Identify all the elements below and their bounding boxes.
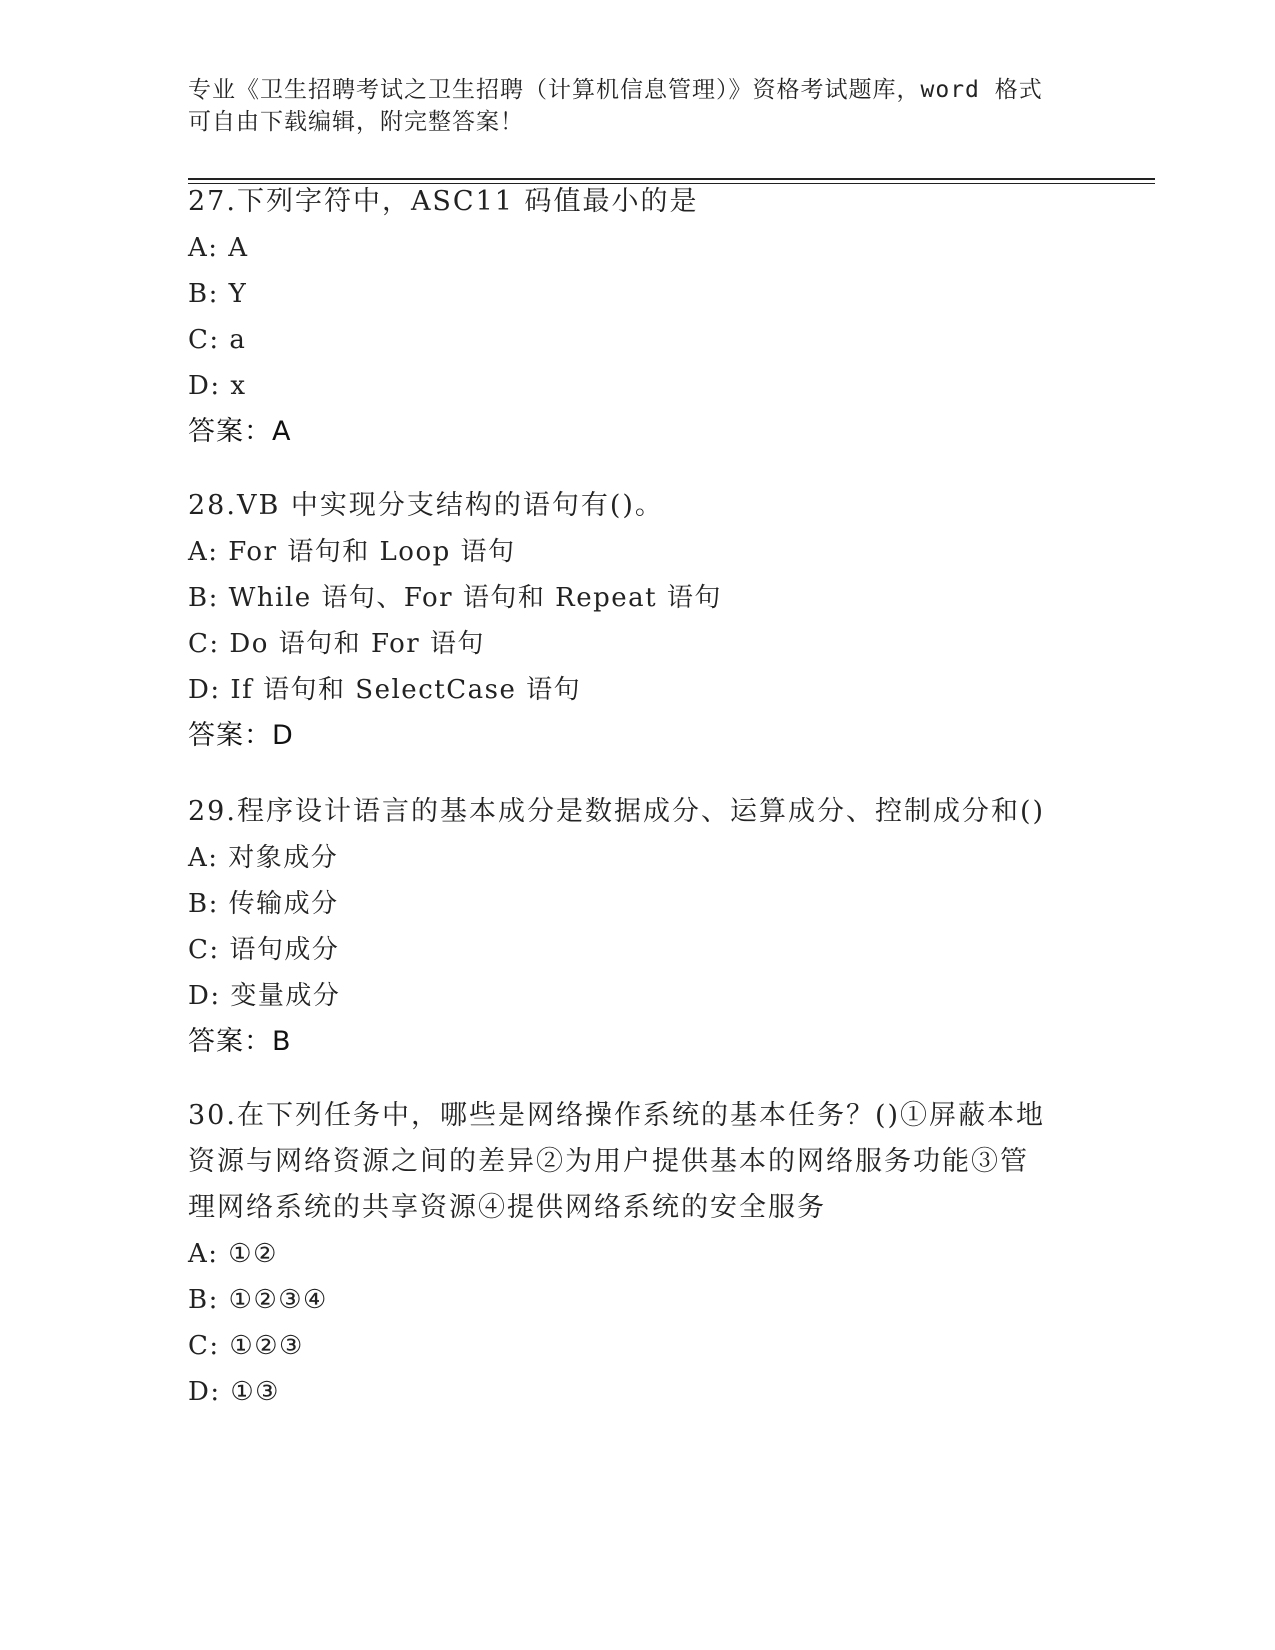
document-header — [188, 74, 1088, 138]
option-d: D: If 语句和 SelectCase 语句 — [188, 675, 582, 705]
answer-label: 答案：D — [188, 720, 294, 751]
question-stem: 30.在下列任务中，哪些是网络操作系统的基本任务？()①屏蔽本地资源与网络资源之间的差异②为用户提供基本的网络服务功能③管理网络系统的共享资源④提供网络系统的安全服务 — [188, 1100, 1046, 1223]
option-d: D: ①③ — [188, 1377, 280, 1407]
answer-label: 答案：A — [188, 416, 292, 447]
option-a: A: A — [188, 233, 249, 263]
question-28 — [188, 483, 1088, 759]
question-stem: 29.程序设计语言的基本成分是数据成分、运算成分、控制成分和() — [188, 796, 1046, 827]
option-a: A: For 语句和 Loop 语句 — [188, 537, 516, 567]
option-c: C: ①②③ — [188, 1331, 304, 1361]
header-line-1: 专业《卫生招聘考试之卫生招聘（计算机信息管理）》资格考试题库，word 格式 — [188, 77, 1043, 103]
option-b: B: 传输成分 — [188, 889, 339, 919]
option-b: B: ①②③④ — [188, 1285, 328, 1315]
option-d: D: 变量成分 — [188, 981, 341, 1011]
answer-label: 答案：B — [188, 1026, 292, 1057]
header-line-2: 可自由下载编辑，附完整答案！ — [188, 109, 524, 135]
option-c: C: Do 语句和 For 语句 — [188, 629, 485, 659]
option-b: B: While 语句、For 语句和 Repeat 语句 — [188, 583, 722, 613]
option-d: D: x — [188, 371, 247, 401]
question-27 — [188, 179, 1088, 455]
question-29 — [188, 789, 1088, 1065]
question-stem: 27.下列字符中，ASC11 码值最小的是 — [188, 186, 699, 217]
option-b: B: Y — [188, 279, 248, 309]
option-a: A: ①② — [188, 1239, 278, 1269]
option-c: C: 语句成分 — [188, 935, 340, 965]
option-a: A: 对象成分 — [188, 843, 339, 873]
question-30 — [188, 1093, 1048, 1415]
question-stem: 28.VB 中实现分支结构的语句有()。 — [188, 490, 664, 521]
option-c: C: a — [188, 325, 247, 355]
